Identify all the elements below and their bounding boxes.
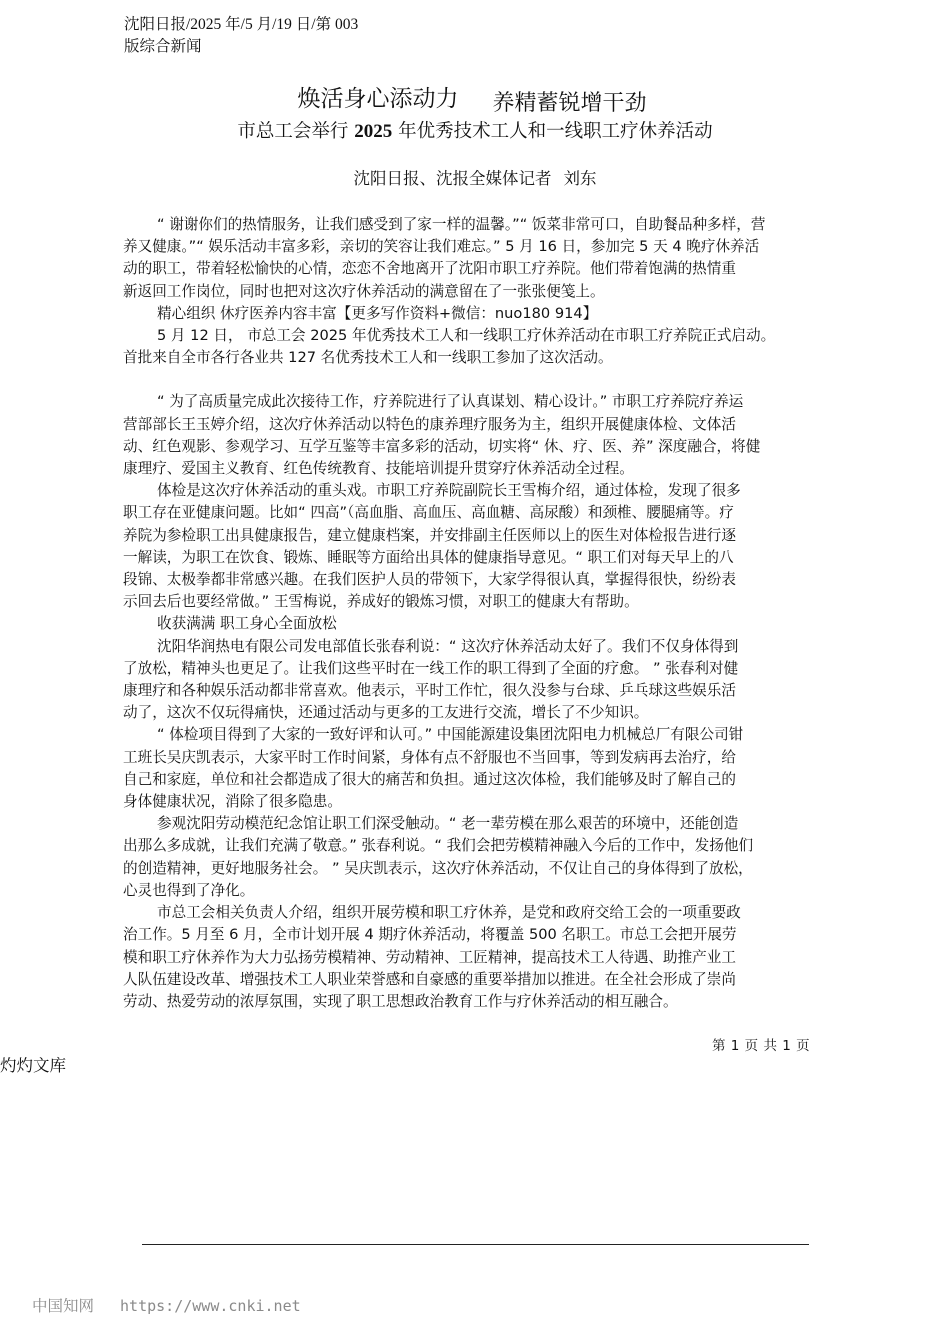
article-paragraph: [123, 902, 833, 1013]
footer-divider: [142, 1244, 809, 1245]
article-paragraph: [123, 214, 833, 303]
byline-outlet: 沈阳日报、沈报全媒体记者: [353, 169, 552, 188]
paragraph-line: 出那么多成就，让我们充满了敬意。” 张春利说。“ 我们会把劳模精神融入今后的工作中，发扬他们: [123, 837, 754, 855]
paragraph-line: 职工存在亚健康问题。比如“ 四高”（高血脂、高血压、高血糖、高尿酸）和颈椎、腰腿痛等。疗: [123, 504, 734, 522]
cnki-url-link[interactable]: https://www.cnki.net: [120, 1297, 301, 1315]
article-paragraph: [123, 636, 833, 725]
paragraph-line: 模和职工疗休养作为大力弘扬劳模精神、劳动精神、工匠精神，提高技术工人待遇、助推产业工: [123, 948, 736, 966]
paragraph-line: 首批来自全市各行各业共 127 名优秀技术工人和一线职工参加了这次活动。: [123, 349, 613, 367]
paragraph-line: 养又健康。”“ 娱乐活动丰富多彩，亲切的笑容让我们难忘。” 5 月 16 日，参加完 5 天 4 晚疗休养活: [123, 238, 760, 256]
article-body: [123, 214, 833, 1013]
page-counter: 第 1 页 共 1 页: [712, 1038, 811, 1054]
paragraph-line: 新返回工作岗位，同时也把对这次疗休养活动的满意留在了一张张便笺上。: [123, 282, 605, 300]
paragraph-line: 一解读，为职工在饮食、锻炼、睡眠等方面给出具体的健康指导意见。“ 职工们对每天早上的八: [123, 548, 734, 566]
paragraph-line: 动、红色观影、参观学习、互学互鉴等丰富多彩的活动，切实将“ 休、疗、医、养” 深度融合，将健: [123, 437, 761, 455]
article-paragraph: [123, 813, 833, 902]
source-citation-line-1: 沈阳日报/2025 年/5 月/19 日/第 003: [124, 16, 359, 33]
subheadline-year: 2025: [354, 121, 393, 142]
paragraph-line: 段锦、太极拳都非常感兴趣。在我们医护人员的带领下，大家学得很认真，掌握得很快，纷纷表: [123, 571, 736, 589]
paragraph-line: “ 谢谢你们的热情服务，让我们感受到了家一样的温馨。”“ 饭菜非常可口，自助餐品种多样，营: [157, 216, 766, 233]
byline: [0, 166, 950, 192]
paragraph-line: 体检是这次疗休养活动的重头戏。市职工疗养院副院长王雪梅介绍，通过体检，发现了很多: [157, 482, 741, 500]
byline-author: 刘东: [563, 169, 597, 188]
paragraph-line: 动的职工，带着轻松愉快的心情，恋恋不舍地离开了沈阳市职工疗养院。他们带着饱满的热情重: [123, 260, 736, 278]
paragraph-line: 养院为参检职工出具健康报告，建立健康档案，并安排副主任医师以上的医生对体检报告进行逐: [123, 526, 736, 544]
article-paragraph: [123, 480, 833, 613]
cnki-footer: [32, 1295, 301, 1317]
library-watermark: 灼灼文库: [0, 1056, 66, 1075]
headline-part-2: 养精蓄锐增干劲: [492, 91, 647, 116]
subheadline-suffix: 年优秀技术工人和一线职工疗休养活动: [392, 121, 713, 142]
article-subheadline: [0, 118, 950, 146]
section-subheading: [123, 613, 833, 635]
paragraph-spacer: [123, 369, 833, 391]
paragraph-line: 收获满满 职工身心全面放松: [157, 615, 337, 633]
paragraph-line: 的创造精神，更好地服务社会。 ” 吴庆凯表示，这次疗休养活动，不仅让自己的身体得到了放松，: [123, 859, 753, 877]
paragraph-line: 工班长吴庆凯表示，大家平时工作时间紧，身体有点不舒服也不当回事，等到发病再去治疗，给: [123, 748, 736, 766]
paragraph-line: 参观沈阳劳动模范纪念馆让职工们深受触动。“ 老一辈劳模在那么艰苦的环境中，还能创造: [157, 815, 739, 833]
paragraph-line: 身体健康状况，消除了很多隐患。: [123, 793, 342, 811]
paragraph-line: 康理疗和各种娱乐活动都非常喜欢。他表示，平时工作忙，很久没参与台球、乒乓球这些娱乐活: [123, 682, 736, 700]
paragraph-line: 示回去后也要经常做。” 王雪梅说，养成好的锻炼习惯，对职工的健康大有帮助。: [123, 593, 639, 611]
paragraph-line: 康理疗、爱国主义教育、红色传统教育、技能培训提升贯穿疗休养活动全过程。: [123, 460, 634, 478]
section-subheading: [123, 303, 833, 325]
paragraph-line: 人队伍建设改革、增强技术工人职业荣誉感和自豪感的重要举措加以推进。在全社会形成了崇尚: [123, 970, 736, 988]
paragraph-line: 治工作。5 月至 6 月，全市计划开展 4 期疗休养活动，将覆盖 500 名职工。市总工会把开展劳: [123, 926, 737, 944]
subheadline-prefix: 市总工会举行: [237, 121, 355, 142]
paragraph-line: 市总工会相关负责人介绍，组织开展劳模和职工疗休养，是党和政府交给工会的一项重要政: [157, 904, 741, 922]
paragraph-line: “ 为了高质量完成此次接待工作，疗养院进行了认真谋划、精心设计。” 市职工疗养院疗养运: [157, 393, 744, 411]
headline-part-1: 焕活身心添动力: [297, 86, 459, 112]
paragraph-line: 自己和家庭，单位和社会都造成了很大的痛苦和负担。通过这次体检，我们能够及时了解自己的: [123, 770, 736, 788]
paragraph-line: 劳动、热爱劳动的浓厚氛围，实现了职工思想政治教育工作与疗休养活动的相互融合。: [123, 992, 678, 1010]
paragraph-line: 精心组织 休疗医养内容丰富【更多写作资料+微信：nuo180 914】: [157, 304, 598, 322]
article-paragraph: [123, 391, 833, 480]
paragraph-line: 5 月 12 日， 市总工会 2025 年优秀技术工人和一线职工疗休养活动在市职工疗养院正式启动。: [157, 327, 776, 345]
article-paragraph: [123, 724, 833, 813]
source-citation: [124, 14, 424, 58]
paragraph-line: 营部部长王玉婷介绍，这次疗休养活动以特色的康养理疗服务为主，组织开展健康体检、文体活: [123, 415, 736, 433]
paragraph-line: 沈阳华润热电有限公司发电部值长张春利说：“ 这次疗休养活动太好了。我们不仅身体得到: [157, 637, 739, 655]
source-citation-line-2: 版综合新闻: [124, 38, 202, 55]
paragraph-line: 了放松，精神头也更足了。让我们这些平时在一线工作的职工得到了全面的疗愈。 ” 张春利对健: [123, 659, 739, 677]
article-headline: [0, 82, 950, 117]
paragraph-line: 心灵也得到了净化。: [123, 881, 255, 899]
article-paragraph: [123, 325, 833, 369]
paragraph-line: “ 体检项目得到了大家的一致好评和认可。” 中国能源建设集团沈阳电力机械总厂有限公司钳: [157, 726, 744, 744]
paragraph-line: 动了，这次不仅玩得痛快，还通过活动与更多的工友进行交流，增长了不少知识。: [123, 704, 649, 722]
cnki-brand: 中国知网: [32, 1297, 95, 1315]
